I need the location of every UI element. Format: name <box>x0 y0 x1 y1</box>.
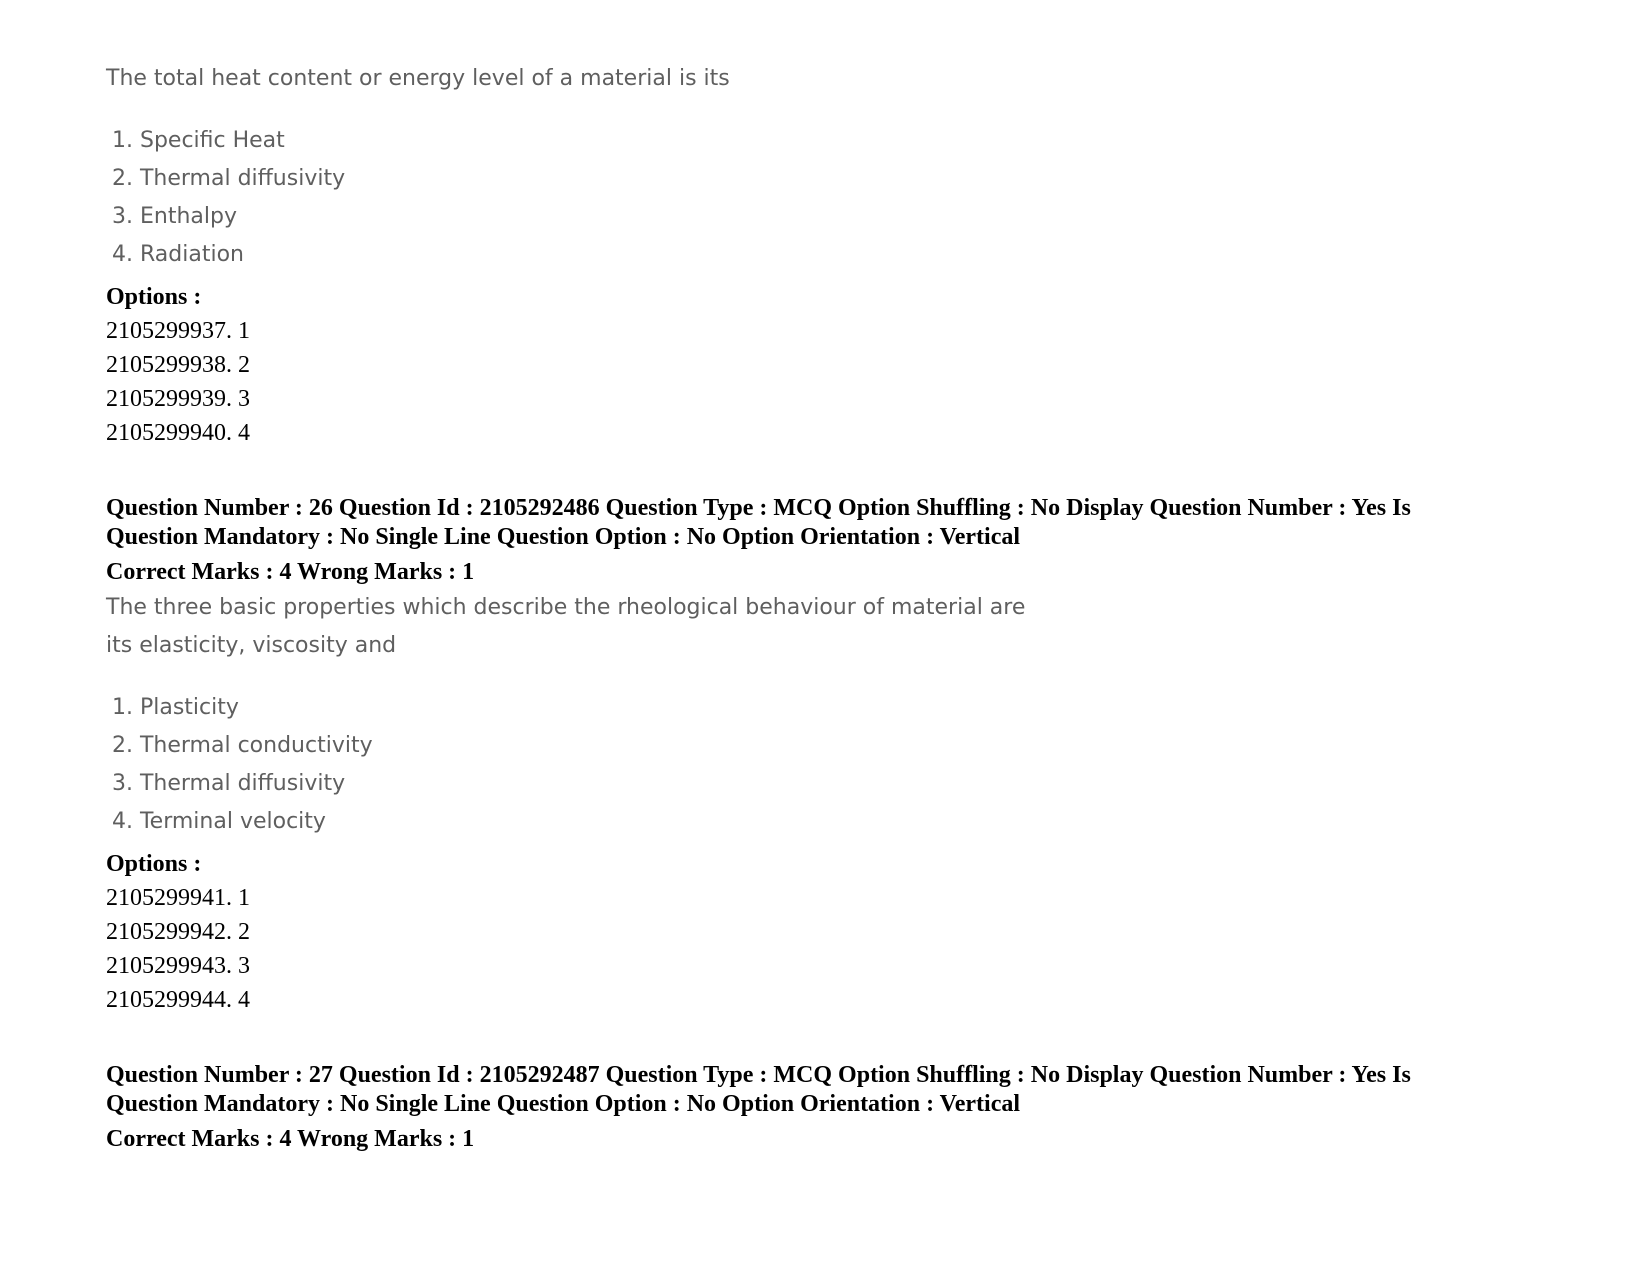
question-text-line: The three basic properties which describe the rheological behaviour of material are <box>106 595 1026 620</box>
question-meta-line: Question Mandatory : No Single Line Question Option : No Option Orientation : Vertical <box>106 524 1021 550</box>
option-id: 2105299940. 4 <box>106 420 250 446</box>
option-id: 2105299942. 2 <box>106 919 250 945</box>
question-meta <box>106 1061 1546 1119</box>
marks-line: Correct Marks : 4 Wrong Marks : 1 <box>106 1126 475 1152</box>
choice-list <box>106 122 1546 274</box>
question-text: The total heat content or energy level of a material is its <box>106 66 730 91</box>
option-id: 2105299938. 2 <box>106 352 250 378</box>
question-meta <box>106 494 1546 552</box>
document-page <box>106 60 1546 1154</box>
option-id: 2105299937. 1 <box>106 318 250 344</box>
choice-item: 4. Radiation <box>112 242 244 267</box>
choice-item: 2. Thermal diffusivity <box>112 166 346 191</box>
question-meta-line: Question Number : 26 Question Id : 2105292486 Question Type : MCQ Option Shuffling : No Display Question Number : Yes Is <box>106 495 1411 521</box>
choice-item: 4. Terminal velocity <box>112 809 326 834</box>
options-label: Options : <box>106 284 202 310</box>
option-id: 2105299941. 1 <box>106 885 250 911</box>
question-text-line: its elasticity, viscosity and <box>106 633 397 658</box>
question-meta-line: Question Number : 27 Question Id : 2105292487 Question Type : MCQ Option Shuffling : No Display Question Number : Yes Is <box>106 1062 1411 1088</box>
choice-item: 1. Specific Heat <box>112 128 285 153</box>
choice-item: 3. Enthalpy <box>112 204 237 229</box>
choice-item: 3. Thermal diffusivity <box>112 771 346 796</box>
marks-line: Correct Marks : 4 Wrong Marks : 1 <box>106 559 475 585</box>
question-meta-line: Question Mandatory : No Single Line Question Option : No Option Orientation : Vertical <box>106 1091 1021 1117</box>
question-text <box>106 589 1546 665</box>
choice-item: 2. Thermal conductivity <box>112 733 373 758</box>
options-label: Options : <box>106 851 202 877</box>
option-id: 2105299943. 3 <box>106 953 250 979</box>
choice-list <box>106 689 1546 841</box>
option-id: 2105299944. 4 <box>106 987 250 1013</box>
option-id: 2105299939. 3 <box>106 386 250 412</box>
choice-item: 1. Plasticity <box>112 695 239 720</box>
